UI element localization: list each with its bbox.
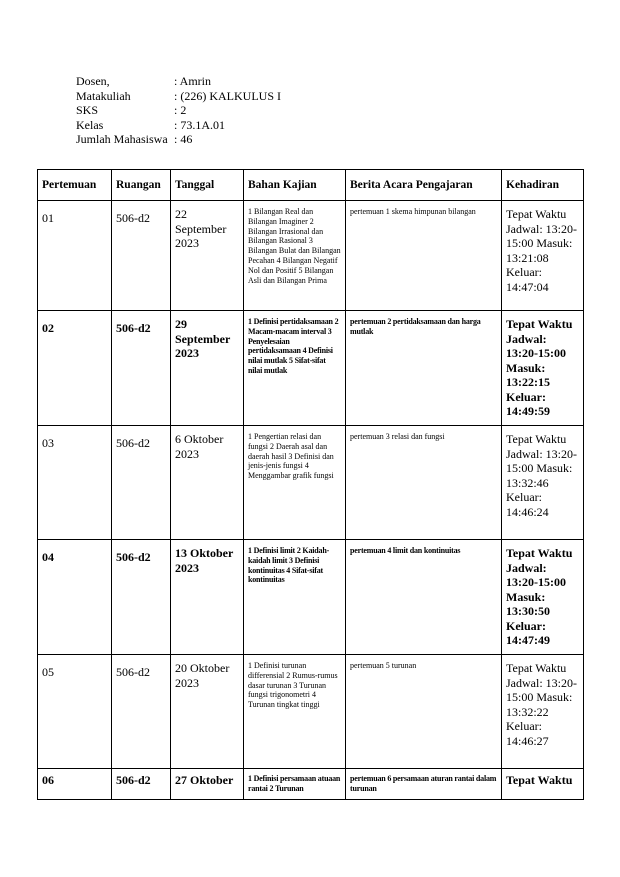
cell-pertemuan: 04 xyxy=(38,540,112,655)
header-kehadiran: Kehadiran xyxy=(502,170,584,201)
table-row xyxy=(38,540,584,655)
cell-kehadiran: Tepat Waktu Jadwal: 13:20-15:00 Masuk: 13:22:15 Keluar: 14:49:59 xyxy=(502,311,584,426)
header-ruangan: Ruangan xyxy=(112,170,171,201)
info-label: SKS xyxy=(76,103,99,118)
cell-ruangan: 506-d2 xyxy=(112,655,171,769)
table-row xyxy=(38,655,584,769)
info-label: Matakuliah xyxy=(76,88,131,103)
info-row-matakuliah xyxy=(76,89,281,104)
attendance-table xyxy=(37,169,584,800)
cell-bahan-kajian: 1 Pengertian relasi dan fungsi 2 Daerah asal dan daerah hasil 3 Definisi dan jenis-jenis fungsi 4 Menggambar grafik fungsi xyxy=(244,426,346,540)
cell-kehadiran: Tepat Waktu xyxy=(502,769,584,800)
table-row xyxy=(38,311,584,426)
cell-ruangan: 506-d2 xyxy=(112,201,171,311)
cell-bahan-kajian: 1 Bilangan Real dan Bilangan Imaginer 2 Bilangan Irrasional dan Bilangan Rasional 3 Bilangan Bulat dan Bilangan Pecahan 4 Bilangan Negatif Nol dan Positif 5 Bilangan Asli dan Bilangan Prima xyxy=(244,201,346,311)
info-row-dosen xyxy=(76,74,281,89)
cell-tanggal: 27 Oktober xyxy=(171,769,244,800)
cell-tanggal: 22 September 2023 xyxy=(171,201,244,311)
cell-bahan-kajian: 1 Definisi persamaan atuaan rantai 2 Turunan xyxy=(244,769,346,800)
cell-kehadiran: Tepat Waktu Jadwal: 13:20-15:00 Masuk: 13:32:46 Keluar: 14:46:24 xyxy=(502,426,584,540)
header-berita-acara: Berita Acara Pengajaran xyxy=(346,170,502,201)
cell-pertemuan: 03 xyxy=(38,426,112,540)
cell-berita-acara: pertemuan 4 limit dan kontinuitas xyxy=(346,540,502,655)
info-value: : Amrin xyxy=(174,74,212,88)
cell-tanggal: 29 September 2023 xyxy=(171,311,244,426)
info-value: : 46 xyxy=(174,132,193,147)
course-info xyxy=(76,74,281,147)
cell-ruangan: 506-d2 xyxy=(112,426,171,540)
info-row-jumlah-mahasiswa xyxy=(76,132,281,147)
info-row-sks xyxy=(76,103,281,118)
cell-pertemuan: 02 xyxy=(38,311,112,426)
cell-berita-acara: pertemuan 3 relasi dan fungsi xyxy=(346,426,502,540)
header-pertemuan: Pertemuan xyxy=(38,170,112,201)
table-row xyxy=(38,426,584,540)
cell-berita-acara: pertemuan 5 turunan xyxy=(346,655,502,769)
cell-tanggal: 6 Oktober 2023 xyxy=(171,426,244,540)
cell-pertemuan: 01 xyxy=(38,201,112,311)
cell-berita-acara: pertemuan 6 persamaan aturan rantai dalam turunan xyxy=(346,769,502,800)
cell-bahan-kajian: 1 Definisi limit 2 Kaidah-kaidah limit 3 Definisi kontinuitas 4 Sifat-sifat kontinuitas xyxy=(244,540,346,655)
cell-berita-acara: pertemuan 1 skema himpunan bilangan xyxy=(346,201,502,311)
header-bahan-kajian: Bahan Kajian xyxy=(244,170,346,201)
cell-tanggal: 13 Oktober 2023 xyxy=(171,540,244,655)
cell-kehadiran: Tepat Waktu Jadwal: 13:20-15:00 Masuk: 13:21:08 Keluar: 14:47:04 xyxy=(502,201,584,311)
cell-bahan-kajian: 1 Definisi turunan differensial 2 Rumus-rumus dasar turunan 3 Turunan fungsi trigonometri 4 Turunan tingkat tinggi xyxy=(244,655,346,769)
cell-berita-acara: pertemuan 2 pertidaksamaan dan harga mutlak xyxy=(346,311,502,426)
table-row xyxy=(38,201,584,311)
cell-kehadiran: Tepat Waktu Jadwal: 13:20-15:00 Masuk: 13:30:50 Keluar: 14:47:49 xyxy=(502,540,584,655)
cell-pertemuan: 06 xyxy=(38,769,112,800)
info-label: Kelas xyxy=(76,117,104,132)
info-label: Dosen, xyxy=(76,74,110,88)
table-row xyxy=(38,769,584,800)
table-header-row xyxy=(38,170,584,201)
cell-kehadiran: Tepat Waktu Jadwal: 13:20-15:00 Masuk: 13:32:22 Keluar: 14:46:27 xyxy=(502,655,584,769)
cell-tanggal: 20 Oktober 2023 xyxy=(171,655,244,769)
info-row-kelas xyxy=(76,118,281,133)
cell-pertemuan: 05 xyxy=(38,655,112,769)
info-value: : 2 xyxy=(174,103,187,118)
info-label: Jumlah Mahasiswa xyxy=(76,132,168,147)
info-value: : 73.1A.01 xyxy=(174,117,225,132)
cell-ruangan: 506-d2 xyxy=(112,769,171,800)
cell-ruangan: 506-d2 xyxy=(112,311,171,426)
header-tanggal: Tanggal xyxy=(171,170,244,201)
cell-ruangan: 506-d2 xyxy=(112,540,171,655)
info-value: : (226) KALKULUS I xyxy=(174,88,281,103)
cell-bahan-kajian: 1 Definisi pertidaksamaan 2 Macam-macam interval 3 Penyelesaian pertidaksamaan 4 Definisi nilai mutlak 5 Sifat-sifat nilai mutlak xyxy=(244,311,346,426)
